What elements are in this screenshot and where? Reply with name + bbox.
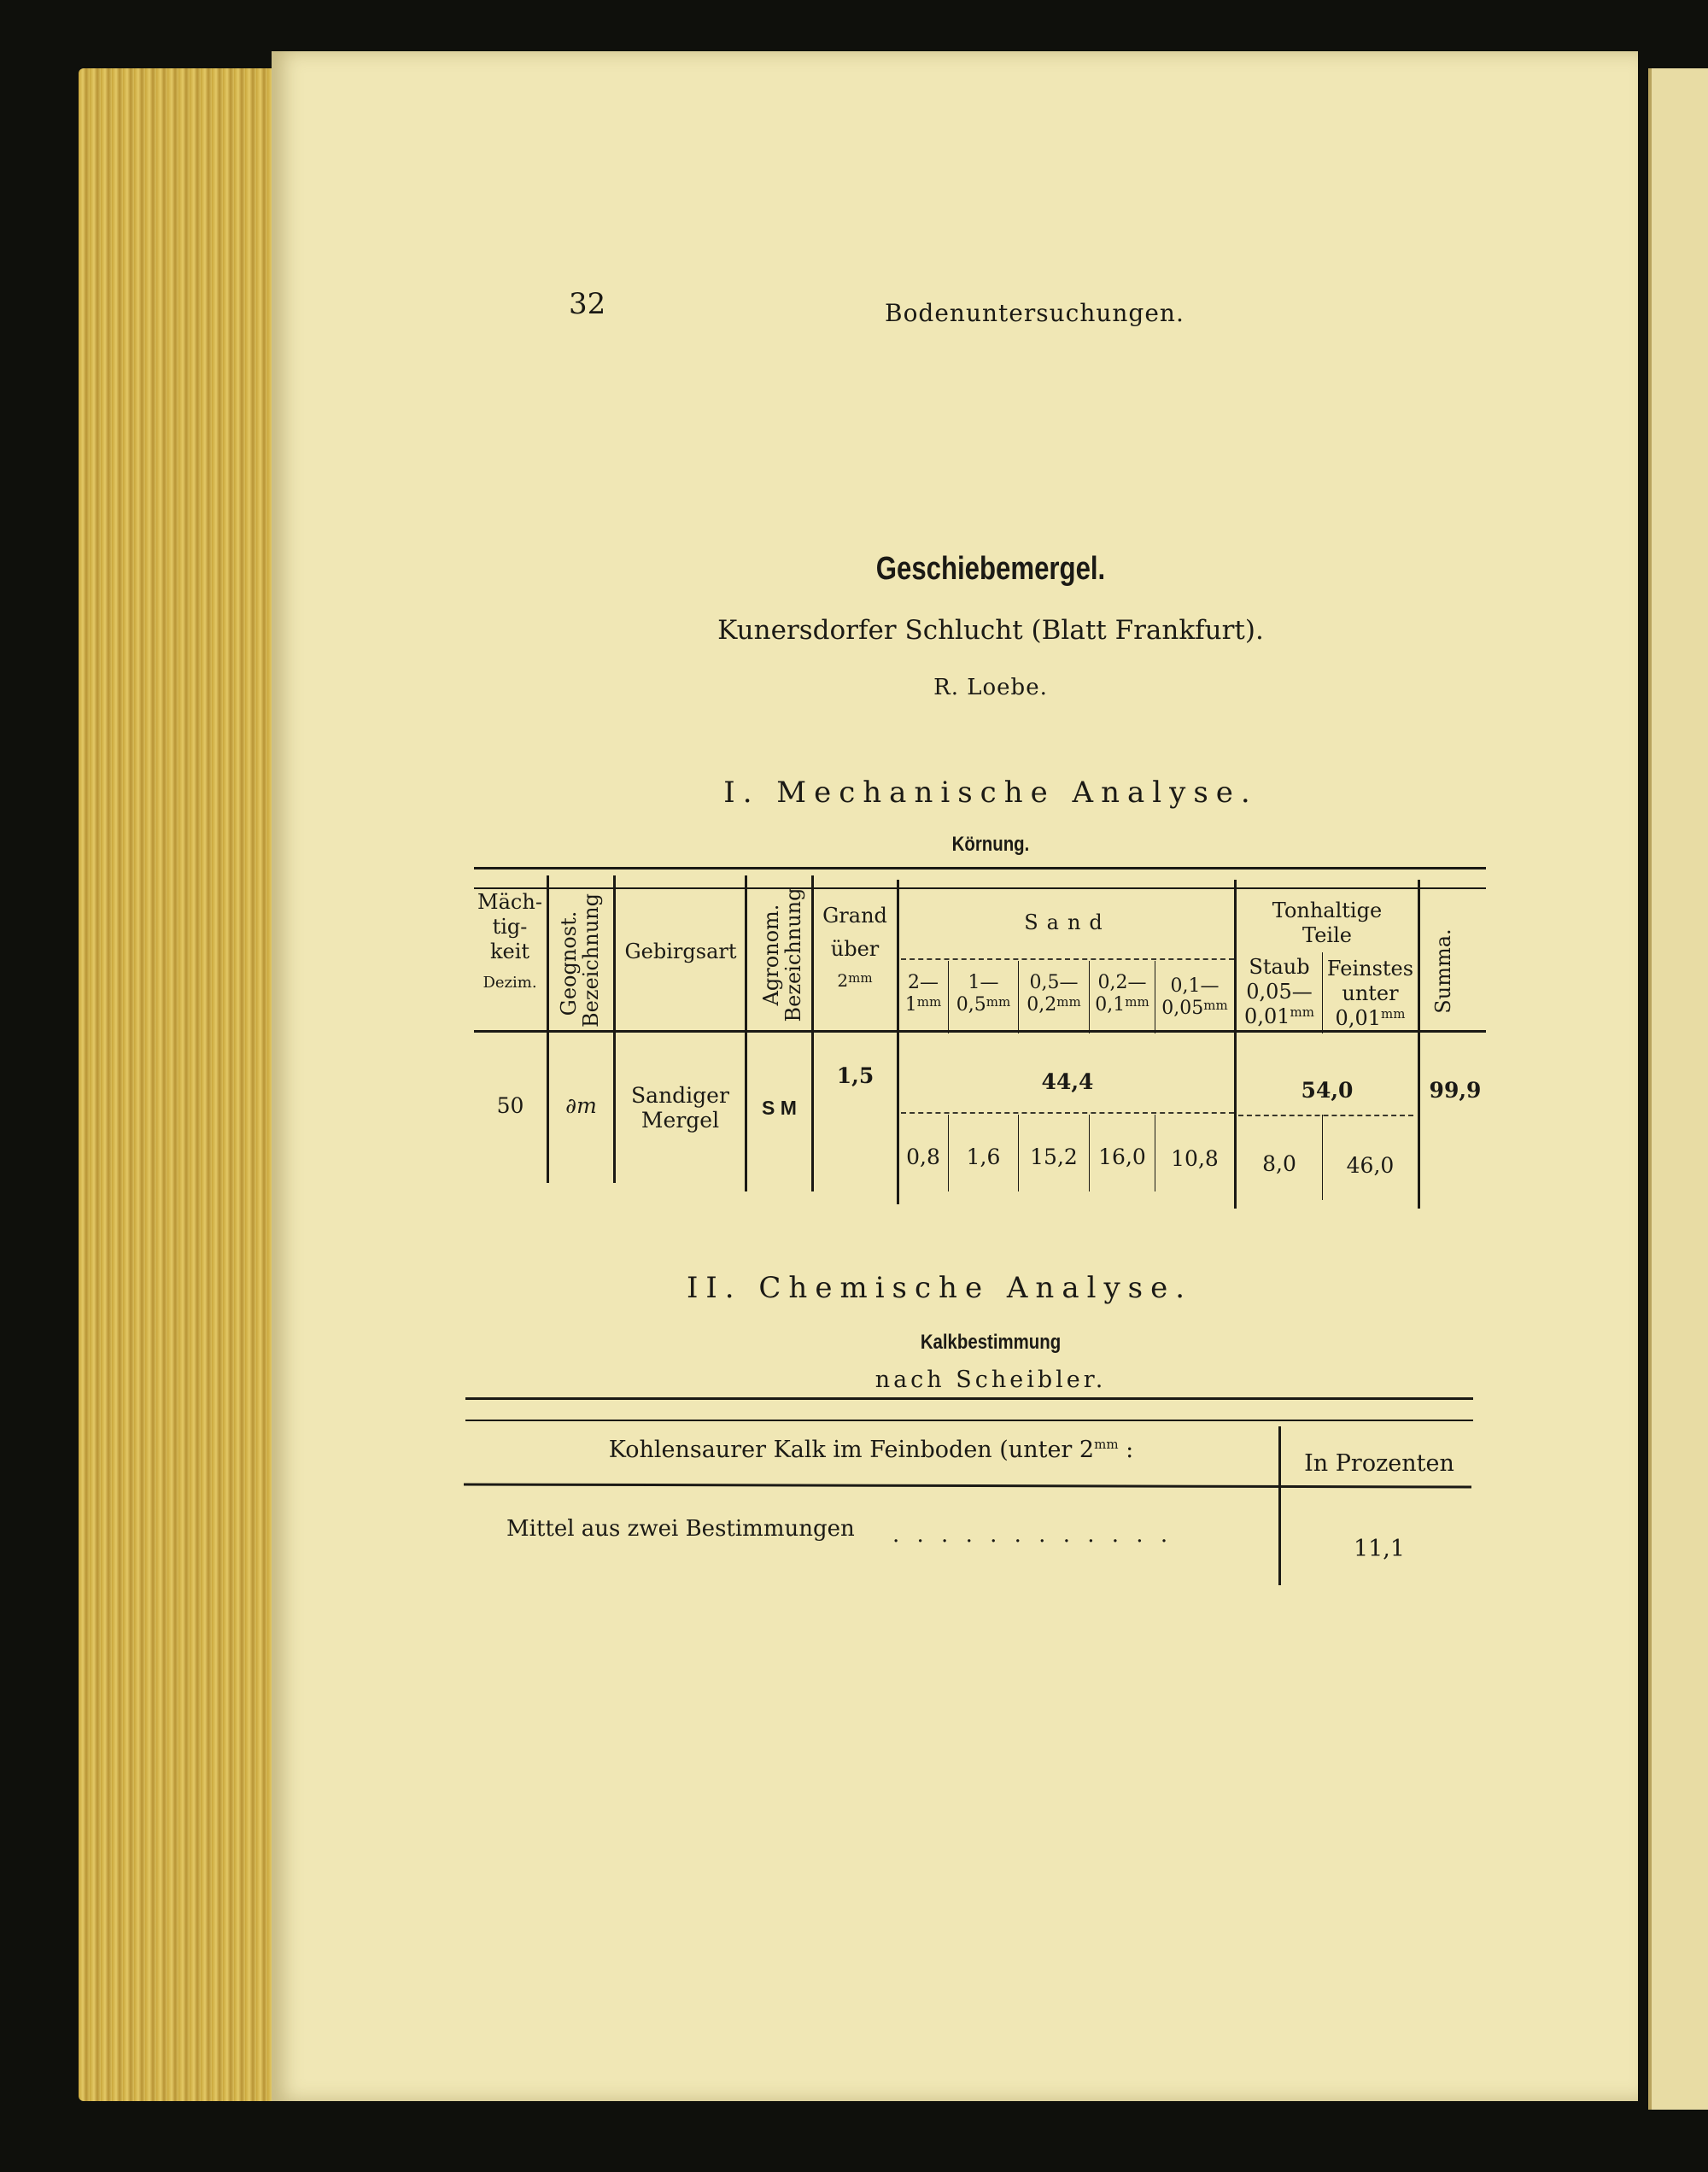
- cell-sand-value: 16,0: [1098, 1145, 1146, 1169]
- facing-page: [1648, 68, 1708, 2110]
- chemical-section-title: II. Chemische Analyse.: [686, 1271, 1193, 1305]
- running-title: Bodenuntersuchungen.: [885, 299, 1184, 327]
- chemical-method: nach Scheibler.: [874, 1367, 1107, 1393]
- col-divider: [613, 875, 616, 1183]
- cell-sand-total: 44,4: [1041, 1069, 1094, 1094]
- cell-sand-value: 10,8: [1171, 1146, 1219, 1171]
- book-page-edges: [79, 68, 284, 2101]
- table-top-rule-thin: [474, 887, 1486, 889]
- header-gebirgsart: Gebirgsart: [624, 940, 737, 963]
- header-sand-2-1: 2— $1^{mm}$: [904, 972, 942, 1016]
- cell-gebirgsart: Sandiger Mergel: [631, 1083, 729, 1133]
- ton-row-divider: [1238, 1115, 1413, 1116]
- header-sand-02-01: 0,2— $0,1^{mm}$: [1095, 972, 1149, 1016]
- header-tonhaltige: Tonhaltige Teile: [1272, 899, 1383, 947]
- chem-header-right: In Prozenten: [1304, 1450, 1454, 1477]
- chem-row-value: 11,1: [1353, 1536, 1406, 1562]
- header-maechtigkeit: Mäch- tig- keit Dezim.: [477, 890, 542, 992]
- chem-row-dots: . . . . . . . . . . . .: [892, 1522, 1173, 1548]
- cell-sand-value: 1,6: [966, 1145, 1001, 1169]
- cell-maechtigkeit: 50: [496, 1093, 524, 1118]
- cell-agronom: S M: [762, 1097, 797, 1119]
- cell-ton-value: 8,0: [1262, 1151, 1296, 1176]
- chem-row-label: Mittel aus zwei Bestimmungen: [506, 1516, 855, 1542]
- table-header-rule: [474, 1030, 1486, 1033]
- header-agronom: Agronom. Bezeichnung: [759, 887, 806, 1022]
- cell-grand: 1,5: [836, 1063, 874, 1088]
- chem-header-left: Kohlensaurer Kalk im Feinboden (unter $2^{mm}$ :: [608, 1437, 1134, 1463]
- header-sand-01-005: 0,1— $0,05^{mm}$: [1161, 975, 1228, 1020]
- page-number: 32: [569, 287, 606, 321]
- chemical-subheading: Kalkbestimmung: [920, 1331, 1062, 1354]
- chem-top-rule: [465, 1397, 1473, 1400]
- chem-col-divider: [1278, 1426, 1281, 1585]
- header-geognost: Geognost. Bezeichnung: [557, 893, 604, 1027]
- sand-header-divider: [901, 958, 1234, 960]
- document-subtitle: Kunersdorfer Schlucht (Blatt Frankfurt).: [717, 615, 1264, 646]
- header-sand: Sand: [1024, 910, 1111, 934]
- header-sand-05-02: 0,5— $0,2^{mm}$: [1027, 972, 1081, 1016]
- header-staub: Staub 0,05— $0,01^{mm}$: [1244, 955, 1314, 1028]
- col-divider: [1418, 880, 1420, 1209]
- cell-ton-value: 46,0: [1346, 1153, 1395, 1178]
- table-top-rule: [474, 867, 1486, 869]
- mechanical-section-title: I. Mechanische Analyse.: [723, 776, 1258, 810]
- document-title: Geschiebemergel.: [875, 551, 1106, 587]
- cell-sand-value: 15,2: [1030, 1145, 1078, 1169]
- header-grand: Grand über $2^{mm}$: [822, 904, 887, 991]
- header-feinstes: Feinstes unter $0,01^{mm}$: [1326, 957, 1414, 1030]
- cell-summa: 99,9: [1429, 1078, 1482, 1103]
- cell-geognost: ∂m: [565, 1093, 597, 1118]
- document-author: R. Loebe.: [933, 675, 1048, 700]
- col-divider: [745, 875, 747, 1191]
- mechanical-subheading: Körnung.: [951, 833, 1030, 856]
- cell-sand-value: 0,8: [906, 1145, 940, 1169]
- header-summa: Summa.: [1431, 928, 1455, 1014]
- chem-top-rule-thin: [465, 1420, 1473, 1421]
- cell-ton-total: 54,0: [1301, 1078, 1354, 1103]
- header-sand-1-05: 1— $0,5^{mm}$: [956, 972, 1011, 1016]
- sand-row-divider: [901, 1112, 1234, 1114]
